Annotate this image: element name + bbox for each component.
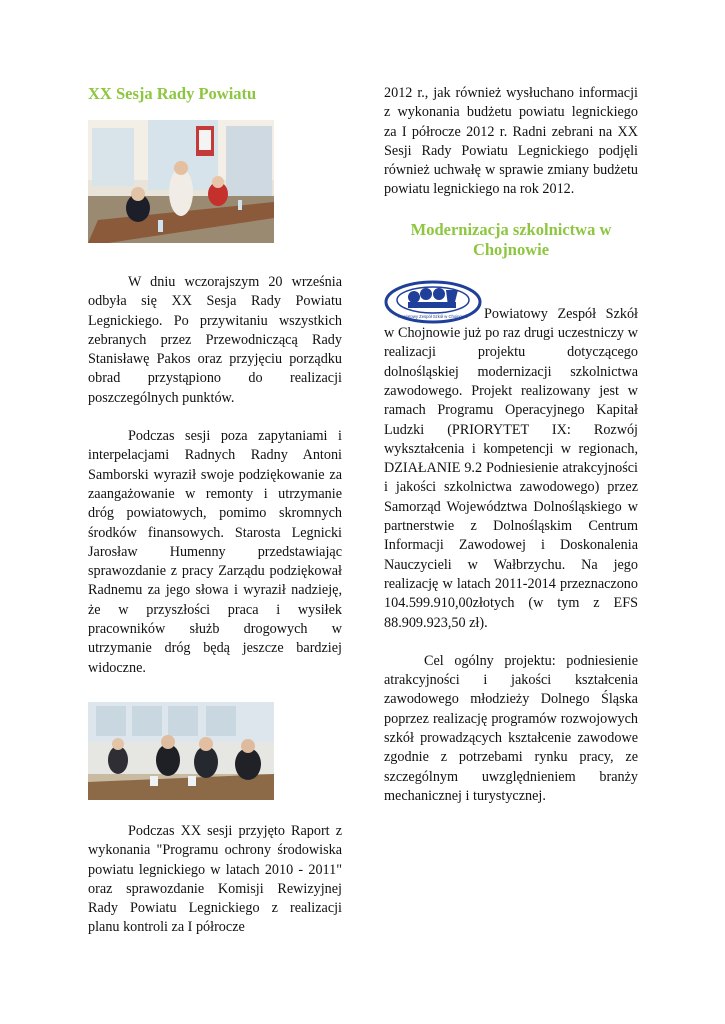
article-heading-session: XX Sesja Rady Powiatu: [88, 84, 257, 103]
session-photo-2-image: [88, 702, 274, 800]
school-logo-text: Powiatowy Zespół Szkół w Chojnowie: [397, 313, 469, 319]
modernization-body: [384, 280, 638, 806]
session-photo-2: [88, 702, 274, 800]
session-paragraph-continued: 2012 r., jak również wysłuchano informacji z wykonania budżetu powiatu legnickiego za I półrocze 2012 r. Radni zebrani na XX Sesji Rady Powiatu Legnickiego podjęli również uchwałę w sprawie zmiany budżetu powiatu legnickiego na rok 2012.: [384, 85, 638, 198]
modernization-paragraph-1: Powiatowy Zespół Szkół w Chojnowie już po raz drugi uczestniczy w realizacji projektu dotyczącego dolnośląskiej modernizacji szkolnictwa zawodowego. Projekt realizowany jest w ramach Programu Operacyjnego Kapitał Ludzki (PRIORYTET IX: Rozwój wykształcenia i kompetencji w regionach, DZIAŁANIE 9.2 Podniesienie atrakcyjności i jakości szkolnictwa zawodowego) przez Samorząd Województwa Dolnośląskiego w partnerstwie z Dolnośląskim Centrum Informacji Zawodowej i Doskonalenia Nauczycieli w Wałbrzychu. Na jego realizację w latach 2011-2014 przeznaczono 104.599.910,00złotych (w tym z EFS 88.909.923,50 zł).: [384, 305, 638, 631]
session-paragraph-2: Podczas sesji poza zapytaniami i interpelacjami Radnych Radny Antoni Samborski wyraził swoje podziękowanie za zaangażowanie w remonty i utrzymanie dróg powiatowych, pomimo skromnych środków finansowych. Starosta Legnicki Jarosław Humenny przedstawiając sprawozdanie z pracy Zarządu podziękował Radnemu za jego słowa i wyraził nadzieję, że w przyszłości praca i wysiłek pracowników służb drogowych w utrzymanie dróg będą jeszcze bardziej widoczne.: [88, 428, 342, 676]
school-logo-icon: [384, 280, 482, 324]
left-column: [88, 84, 342, 938]
session-photo-1: [88, 120, 274, 243]
session-photo-1-image: [88, 120, 274, 243]
session-paragraph-1: W dniu wczorajszym 20 września odbyła się XX Sesja Rady Powiatu Legnickiego. Po przywitaniu wszystkich zebranych przez Przewodniczącą Rady Stanisławę Pakos oraz przyjęciu porządku obrad przystąpiono do realizacji poszczególnych punktów.: [88, 274, 342, 406]
modernization-paragraph-2: Cel ogólny projektu: podniesienie atrakcyjności i jakości kształcenia zawodowego młodzieży Dolnego Śląska poprzez realizację programów rozwojowych szkół prowadzących kształcenie zawodowe zgodnie z potrzebami rynku pracy, ze szczególnym uwzględnieniem branży mechanicznej i turystycznej.: [384, 652, 638, 804]
article-heading-modernization: Modernizacja szkolnictwa w Chojnowie: [410, 219, 612, 259]
right-column: [384, 84, 638, 806]
session-paragraph-3: Podczas XX sesji przyjęto Raport z wykonania "Programu ochrony środowiska powiatu legnickiego w latach 2010 - 2011" oraz sprawozdanie Komisji Rewizyjnej Rady Powiatu Legnickiego z realizacji planu kontroli za I półrocze: [88, 822, 342, 936]
school-logo: [384, 280, 482, 324]
